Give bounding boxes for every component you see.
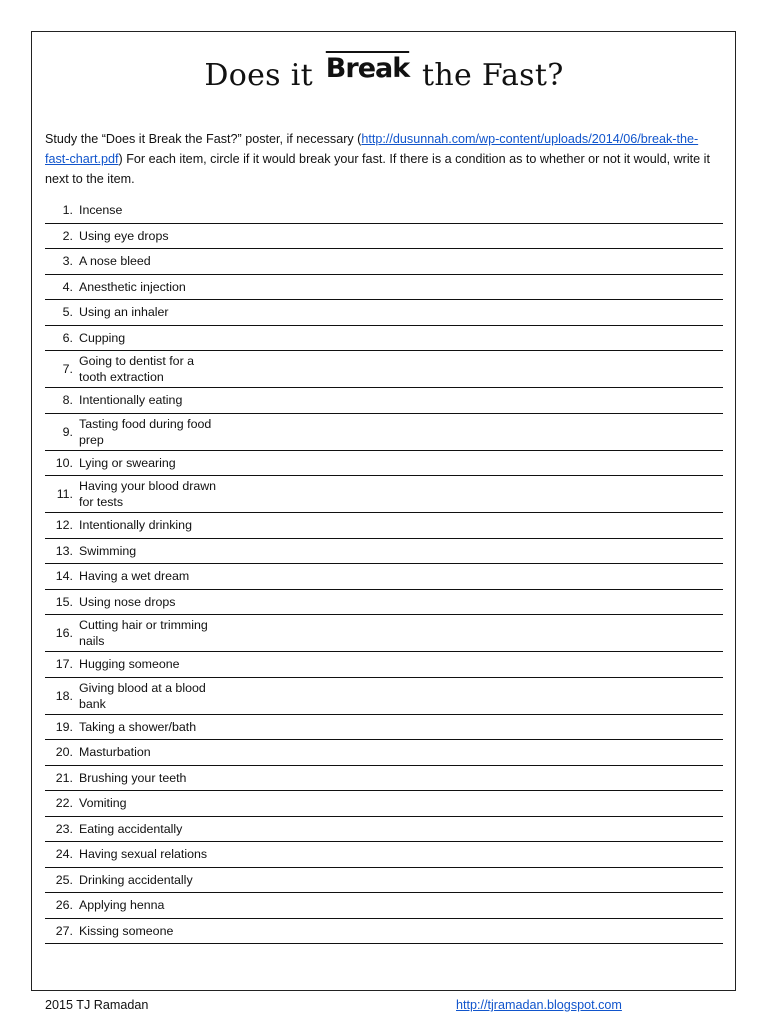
list-item <box>45 476 723 513</box>
instructions-text-start: Study the “Does it Break the Fast?” poster, if necessary ( <box>45 132 362 146</box>
list-item <box>45 652 723 678</box>
list-item <box>45 615 723 652</box>
list-item <box>45 868 723 894</box>
list-item <box>45 513 723 539</box>
item-text: Applying henna <box>79 898 165 913</box>
item-text: Drinking accidentally <box>79 872 193 887</box>
item-text: Having your blood drawn for tests <box>79 479 217 509</box>
list-item <box>45 351 723 388</box>
item-text: A nose bleed <box>79 254 151 269</box>
item-text: Masturbation <box>79 745 151 760</box>
footer-copyright: 2015 TJ Ramadan <box>45 998 149 1012</box>
item-number: 21. <box>55 770 73 785</box>
item-number: 10. <box>55 455 73 470</box>
item-text: Anesthetic injection <box>79 279 186 294</box>
list-item <box>45 740 723 766</box>
list-item <box>45 817 723 843</box>
list-item <box>45 919 723 945</box>
item-text: Cutting hair or trimming nails <box>79 618 208 648</box>
list-item <box>45 539 723 565</box>
item-text: Taking a shower/bath <box>79 719 197 734</box>
item-number: 8. <box>62 393 73 408</box>
list-item <box>45 275 723 301</box>
item-number: 11. <box>56 487 73 501</box>
item-number: 17. <box>55 657 73 672</box>
item-number: 3. <box>62 254 73 269</box>
footer-link[interactable]: http://tjramadan.blogspot.com <box>456 998 622 1012</box>
item-text: Cupping <box>79 330 126 345</box>
item-number: 27. <box>55 923 73 938</box>
item-number: 12. <box>55 518 73 533</box>
item-number: 22. <box>55 796 73 811</box>
item-text: Vomiting <box>79 796 127 811</box>
item-list <box>45 198 723 944</box>
item-text: Having sexual relations <box>79 847 208 862</box>
item-text: Lying or swearing <box>79 455 176 470</box>
item-text: Using an inhaler <box>79 305 169 320</box>
item-number: 1. <box>62 203 73 218</box>
poster-link[interactable]: http://dusunnah.com/wp-content/uploads/2014/06/break-the-fast-chart.pdf <box>45 132 699 166</box>
title-break-word: Break <box>325 53 410 84</box>
item-text: Using nose drops <box>79 594 176 609</box>
item-number: 14. <box>55 569 73 584</box>
list-item <box>45 564 723 590</box>
item-number: 4. <box>62 279 73 294</box>
list-item <box>45 451 723 477</box>
item-number: 26. <box>55 898 73 913</box>
list-item <box>45 414 723 451</box>
item-text: Swimming <box>79 543 137 558</box>
item-text: Using eye drops <box>79 228 169 243</box>
list-item <box>45 249 723 275</box>
list-item <box>45 893 723 919</box>
list-item <box>45 198 723 224</box>
page-title <box>0 53 768 93</box>
item-number: 6. <box>62 330 73 345</box>
title-part-1: Does it <box>204 58 313 93</box>
item-text: Tasting food during food prep <box>79 416 212 447</box>
item-text: Incense <box>79 203 123 218</box>
item-number: 16. <box>55 626 73 640</box>
item-text: Giving blood at a blood bank <box>79 680 206 711</box>
list-item <box>45 715 723 741</box>
item-number: 23. <box>55 821 73 836</box>
item-number: 25. <box>55 872 73 887</box>
item-number: 5. <box>62 305 73 320</box>
list-item <box>45 678 723 715</box>
instructions-text-end: ) For each item, circle if it would break your fast. If there is a condition as to whether or not it would, write it next to the item. <box>45 152 710 186</box>
item-number: 15. <box>55 594 73 609</box>
list-item <box>45 842 723 868</box>
list-item <box>45 326 723 352</box>
item-number: 19. <box>55 719 73 734</box>
item-text: Intentionally eating <box>79 393 183 408</box>
list-item <box>45 224 723 250</box>
item-text: Hugging someone <box>79 657 180 672</box>
item-number: 9. <box>62 424 73 439</box>
item-text: Kissing someone <box>79 923 174 938</box>
item-text: Intentionally drinking <box>79 518 192 533</box>
item-number: 24. <box>55 847 73 862</box>
list-item <box>45 388 723 414</box>
item-text: Having a wet dream <box>79 569 190 584</box>
list-item <box>45 791 723 817</box>
title-part-3: the Fast? <box>422 58 564 93</box>
item-text: Brushing your teeth <box>79 770 187 785</box>
item-number: 2. <box>62 228 73 243</box>
item-number: 18. <box>55 688 73 703</box>
item-number: 20. <box>55 745 73 760</box>
item-text: Eating accidentally <box>79 821 183 836</box>
item-number: 7. <box>62 362 73 376</box>
item-number: 13. <box>55 543 73 558</box>
list-item <box>45 300 723 326</box>
list-item <box>45 590 723 616</box>
item-text: Going to dentist for a tooth extraction <box>79 354 195 384</box>
list-item <box>45 766 723 792</box>
instructions <box>45 129 721 189</box>
